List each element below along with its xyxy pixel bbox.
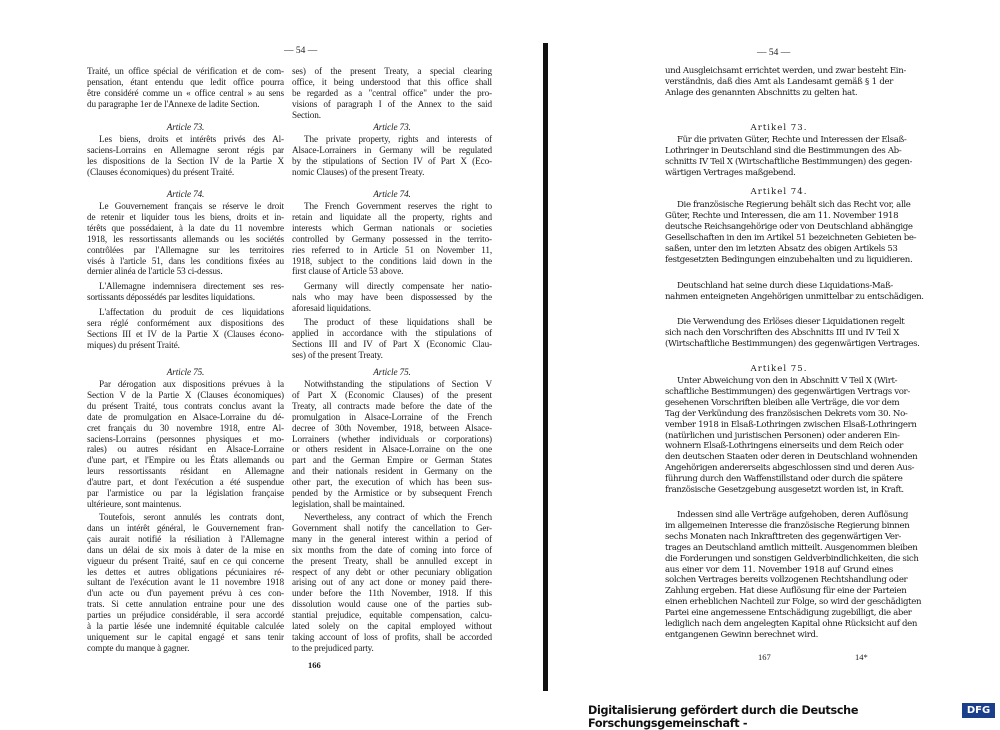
text-line: Zahlung ergeben. Hat diese Auflösung für eine der Parteien — [665, 586, 907, 597]
english-article-74-text — [292, 281, 492, 314]
text-line: part and the German Empire or German States — [292, 455, 492, 466]
text-line: par l'armistice ou par la législation française — [87, 488, 284, 499]
text-line: Traité, un office spécial de vérification et de com- — [87, 66, 284, 76]
text-line: Anlage des genannten Abschnitts zu gelten hat. — [665, 87, 858, 98]
text-line: of Part X (Economic Clauses) of the present — [292, 389, 492, 400]
text-line: saciens-Lorrains (personnes physiques et mo- — [87, 433, 284, 444]
text-line: (Clauses économiques) du présent Traité. — [87, 166, 235, 177]
text-line: pended by the Armistice or by subsequent French — [292, 488, 492, 499]
text-line: sechs Monaten nach Inkrafttreten des gegenwärtigen Ver- — [665, 531, 901, 542]
text-line: dernier alinéa de l'article 53 ci-dessus. — [87, 266, 223, 277]
text-line: französische Gesetzgebung ausgesetzt worden ist, in Kraft. — [665, 485, 904, 496]
english-article-75-heading: Article 75. — [373, 367, 411, 377]
text-line: respect of any debt or other pecuniary obligation — [292, 566, 492, 577]
german-article-74-text — [665, 200, 917, 265]
german-article-74-text — [665, 281, 924, 303]
text-line: ries referred to in Article 51 on November 11, — [292, 244, 492, 255]
page-gutter-divider — [543, 43, 548, 691]
text-line: saciens-Lorrains en Allemagne seront régis par — [87, 144, 284, 155]
text-line: Die französische Regierung behält sich das Recht vor, alle — [677, 200, 911, 210]
text-line: pensation, étant entendu que ledit office pourra — [87, 76, 284, 87]
text-line: verständnis, daß dies Amt als Landesamt gemäß § 1 der — [665, 76, 893, 87]
text-line: wärtigen Vertrages maßgebend. — [665, 167, 796, 178]
text-line: taking account of loss of profits, shall be accorded — [292, 631, 492, 642]
text-line: die Forderungen und sonstigen Geldverbindlichkeiten, die sich — [665, 553, 919, 564]
text-line: Indessen sind alle Verträge aufgehoben, deren Auflösung — [677, 510, 909, 520]
text-line: Alsace-Lorrainers in Germany will be regulated — [292, 144, 492, 155]
text-line: ses) of the present Treaty, a special clearing — [292, 66, 492, 76]
english-article-75-text — [292, 512, 492, 654]
text-line: contrôlées par l'Allemagne sur les territoires — [87, 244, 284, 255]
text-line: dans un délai de six mois à dater de la mise en — [87, 544, 284, 555]
text-line: other part, the execution of which has been sus- — [292, 477, 492, 488]
text-line: Notwithstanding the stipulations of Section V — [304, 379, 492, 389]
text-line: 1918, subject to the conditions laid down in the — [292, 255, 492, 266]
text-line: visés à l'article 51, dans les conditions fixées au — [87, 255, 284, 266]
text-line: applied in accordance with the stipulations of — [292, 327, 492, 338]
text-line: uniquement sur le capital engagé et sans tenir — [87, 631, 284, 642]
left-page-header: — 54 — — [284, 46, 318, 56]
text-line: gesehenen Vorschriften bleiben alle Verträge, die vor dem — [665, 397, 900, 408]
english-article-73-heading: Article 73. — [373, 122, 411, 132]
text-line: miques) du présent Traité. — [87, 339, 180, 350]
french-paragraph — [87, 66, 284, 110]
text-line: wohnern Elsaß-Lothringens einerseits und dem Reich oder — [665, 441, 903, 452]
french-article-75-heading: Article 75. — [166, 367, 205, 377]
text-line: 1918, les ressortissants allemands ou les sociétés — [87, 233, 284, 244]
english-paragraph — [292, 66, 492, 121]
german-paragraph — [665, 66, 906, 99]
text-line: vember 1918 in Elsaß-Lothringen zwischen Elsaß-Lothringern — [665, 419, 917, 430]
text-line: (natürlichen und juristischen Personen) oder anderen Ein- — [665, 430, 900, 441]
text-line: d'un acte ou d'un payement prévu à ces con- — [87, 588, 284, 599]
text-line: six months from the date of coming into force of — [292, 544, 492, 555]
right-page-header: — 54 — — [757, 48, 791, 58]
text-line: Government shall notify the cancellation to Ger- — [292, 522, 492, 533]
text-line: trages an Deutschland amtlich mitteilt. Ausgenommen bleiben — [665, 542, 918, 553]
text-line: Gesellschaften in den im Artikel 51 bezeichneten Gebieten be- — [665, 232, 917, 243]
text-line: nahmen enteigneten Angehörigen unmittelbar zu entschädigen. — [665, 291, 924, 302]
text-line: les dettes et autres obligations pécuniaires ré- — [87, 566, 284, 577]
german-article-73-text — [665, 135, 913, 179]
text-line: schaftliche Bestimmungen) des gegenwärtigen Vertrags vor- — [665, 386, 910, 397]
text-line: decree of 30th November, 1918, between Alsace- — [292, 422, 492, 433]
text-line: de retenir et liquider tous les biens, droits et in- — [87, 211, 284, 222]
text-line: festgesetzten Bedingungen einzubehalten und zu liquidieren. — [665, 254, 913, 265]
text-line: den deutschen Staaten oder deren in Deutschland wohnenden — [665, 452, 918, 463]
text-line: sich nach den Vorschriften des Abschnitts III und IV Teil X — [665, 327, 900, 338]
german-article-74-text — [665, 317, 920, 350]
german-article-75-heading: Artikel 75. — [750, 364, 808, 374]
text-line: Nevertheless, any contract of which the French — [304, 512, 492, 522]
text-line: Sections III and IV of Part X (Economic Clau- — [292, 338, 492, 349]
text-line: first clause of Article 53 above. — [292, 266, 404, 277]
text-line: à la partie lésée une indemnité équitable calculée — [87, 621, 284, 632]
text-line: solchen Vertrages bereits vollzogenen Rechtshandlung oder — [665, 575, 908, 586]
text-line: The French Government reserves the right to — [304, 201, 492, 211]
text-line: Section V de la Partie X (Clauses économiques) — [87, 389, 284, 400]
french-article-74-text — [87, 281, 284, 303]
text-line: The product of these liquidations shall be — [304, 317, 492, 327]
text-line: vigueur du présent Traité, sauf en ce qui concerne — [87, 555, 284, 566]
text-line: parties un préjudice considérable, il sera accordé — [87, 610, 284, 621]
text-line: d'une part, et l'Empire ou les États allemands ou — [87, 455, 284, 466]
text-line: Les biens, droits et intérêts privés des Al- — [99, 134, 284, 144]
text-line: Toutefois, seront annulés les contrats dont, — [99, 512, 284, 522]
text-line: nals who may have been dispossessed by the — [292, 291, 492, 302]
text-line: führung durch den Waffenstillstand oder durch die spätere — [665, 474, 903, 485]
text-line: controlled by Germany possessed in the territo- — [292, 233, 492, 244]
text-line: Für die privaten Güter, Rechte und Interessen der Elsaß- — [677, 135, 907, 145]
french-article-75-text — [87, 379, 284, 510]
text-line: trats. Si cette annulation entraine pour une des — [87, 599, 284, 610]
text-line: deutsche Reichsangehörige oder von Deutschland abhängige — [665, 221, 913, 232]
text-line: ultérieure, sont maintenus. — [87, 498, 182, 509]
german-article-74-heading: Artikel 74. — [750, 187, 808, 197]
text-line: im allgemeinen Interesse die französische Regierung binnen — [665, 520, 910, 531]
english-article-73-text — [292, 134, 492, 178]
text-line: d'autre part, et dont l'exécution a été suspendue — [87, 477, 284, 488]
text-line: dissolution would cause one of the parties sub- — [292, 599, 492, 610]
text-line: Par dérogation aux dispositions prévues à la — [99, 379, 284, 389]
text-line: saßen, unter den im letzten Absatz des obigen Artikels 53 — [665, 243, 898, 254]
text-line: leurs ressortissants résidant en Allemagne — [87, 466, 284, 477]
german-article-73-heading: Artikel 73. — [750, 123, 808, 133]
text-line: aforesaid liquidations. — [292, 302, 371, 313]
english-article-75-text — [292, 379, 492, 510]
text-line: ses) of the present Treaty. — [292, 349, 383, 360]
french-article-75-text — [87, 512, 284, 654]
text-line: und Ausgleichsamt errichtet werden, und zwar besteht Ein- — [665, 66, 906, 76]
text-line: L'affectation du produit de ces liquidations — [99, 307, 284, 317]
text-line: under before the 11th November, 1918. If this — [292, 588, 492, 599]
text-line: rales) ou autres résidant en Alsace-Lorraine — [87, 444, 284, 455]
text-line: les dispositions de la Section IV de la Partie X — [87, 155, 284, 166]
text-line: promulgation in Alsace-Lorraine of the French — [292, 411, 492, 422]
french-article-74-text — [87, 307, 284, 351]
text-line: dans un intérêt général, le Gouvernement fran- — [87, 522, 284, 533]
text-line: aus einer vor dem 11. November 1918 auf Grund eines — [665, 564, 893, 575]
text-line: Section. — [292, 109, 321, 120]
english-article-74-text — [292, 317, 492, 361]
text-line: Güter, Rechte und Interessen, die am 11. November 1918 — [665, 210, 899, 221]
text-line: many in the general interest within a period of — [292, 533, 492, 544]
text-line: du présent Traité, tous contrats conclus avant la — [87, 400, 284, 411]
text-line: to the prejudiced party. — [292, 642, 374, 653]
text-line: Germany will directly compensate her natio- — [304, 281, 492, 291]
text-line: sera réglé conformément aux dispositions des — [87, 317, 284, 328]
text-line: sortissants dépossédés par lesdites liquidations. — [87, 291, 255, 302]
text-line: Die Verwendung des Erlöses dieser Liquidationen regelt — [677, 317, 905, 327]
text-line: office, it being understood that this office shall — [292, 76, 492, 87]
text-line: by the stipulations of Section IV of Part X (Eco- — [292, 155, 492, 166]
text-line: entgangenen Gewinn berechnet wird. — [665, 629, 819, 640]
text-line: L'Allemagne indemnisera directement ses res- — [99, 281, 284, 291]
french-article-74-heading: Article 74. — [166, 189, 205, 199]
funding-notice: Digitalisierung gefördert durch die Deutsche Forschungsgemeinschaft - — [588, 704, 859, 730]
text-line: the present Treaty, shall be annulled except in — [292, 555, 492, 566]
signature-mark: 14* — [855, 652, 868, 662]
text-line: Sections III et IV de la Partie X (Clauses écono- — [87, 328, 284, 339]
text-line: legislation, shall be maintained. — [292, 498, 405, 509]
text-line: stantial prejudice, equitable compensation, calcu- — [292, 610, 492, 621]
text-line: arising out of any act done or money paid there- — [292, 577, 492, 588]
text-line: du paragraphe 1er de l'Annexe de ladite Section. — [87, 98, 260, 109]
english-article-74-text — [292, 201, 492, 277]
text-line: être considéré comme un « office central » au sens — [87, 87, 284, 98]
text-line: einen erheblichen Nachteil zur Folge, so wird der geschädigten — [665, 597, 922, 608]
text-line: çais aurait notifié la résiliation à l'Allemagne — [87, 533, 284, 544]
text-line: or others resident in Alsace-Lorraine on the one — [292, 444, 492, 455]
text-line: Deutschland hat seine durch diese Liquidations-Maß- — [677, 281, 893, 291]
german-article-75-text — [665, 510, 922, 641]
text-line: Unter Abweichung von den in Abschnitt V Teil X (Wirt- — [677, 376, 898, 386]
text-line: The private property, rights and interests of — [304, 134, 492, 144]
text-line: cret français du 30 novembre 1918, entre Al- — [87, 422, 284, 433]
french-article-74-text — [87, 201, 284, 277]
text-line: compte du manque à gagner. — [87, 642, 190, 653]
text-line: Angehörigen andererseits abgeschlossen sind und deren Aus- — [665, 463, 915, 474]
text-line: and their nationals resident in Germany on the — [292, 466, 492, 477]
text-line: Partei eine angemessene Entschädigung zugebilligt, die aber — [665, 608, 912, 619]
text-line: (Wirtschaftliche Bestimmungen) des gegenwärtigen Vertrages. — [665, 338, 920, 349]
text-line: Lorrainers (whether individuals or corporations) — [292, 433, 492, 444]
text-line: visions of paragraph I of the Annex to the said — [292, 98, 492, 109]
french-article-73-text — [87, 134, 284, 178]
text-line: sultant de l'exécution avant le 11 novembre 1918 — [87, 577, 284, 588]
text-line: Lothringer in Deutschland sind die Bestimmungen des Ab- — [665, 145, 902, 156]
right-page-number: 167 — [758, 652, 771, 662]
text-line: lediglich nach dem angelegten Kapital ohne Rücksicht auf den — [665, 619, 918, 630]
text-line: Treaty, all contracts made before the date of the — [292, 400, 492, 411]
text-line: schnitts IV Teil X (Wirtschaftliche Bestimmungen) des gegen- — [665, 156, 913, 167]
dfg-logo: DFG — [962, 703, 995, 718]
text-line: interests which German nationals or societies — [292, 222, 492, 233]
left-page-number: 166 — [308, 660, 321, 670]
text-line: be regarded as a "central office" under the pro- — [292, 87, 492, 98]
text-line: Tag der Verkündung des französischen Dekrets vom 30. No- — [665, 408, 908, 419]
text-line: date de promulgation en Alsace-Lorraine du dé- — [87, 411, 284, 422]
english-article-74-heading: Article 74. — [373, 189, 411, 199]
french-article-73-heading: Article 73. — [166, 122, 205, 132]
text-line: térêts que possédaient, à la date du 11 novembre — [87, 222, 284, 233]
text-line: lated solely on the capital employed without — [292, 621, 492, 632]
text-line: nomic Clauses) of the present Treaty. — [292, 166, 425, 177]
text-line: retain and liquidate all the property, rights and — [292, 211, 492, 222]
text-line: Le Gouvernement français se réserve le droit — [99, 201, 284, 211]
german-article-75-text — [665, 376, 918, 496]
